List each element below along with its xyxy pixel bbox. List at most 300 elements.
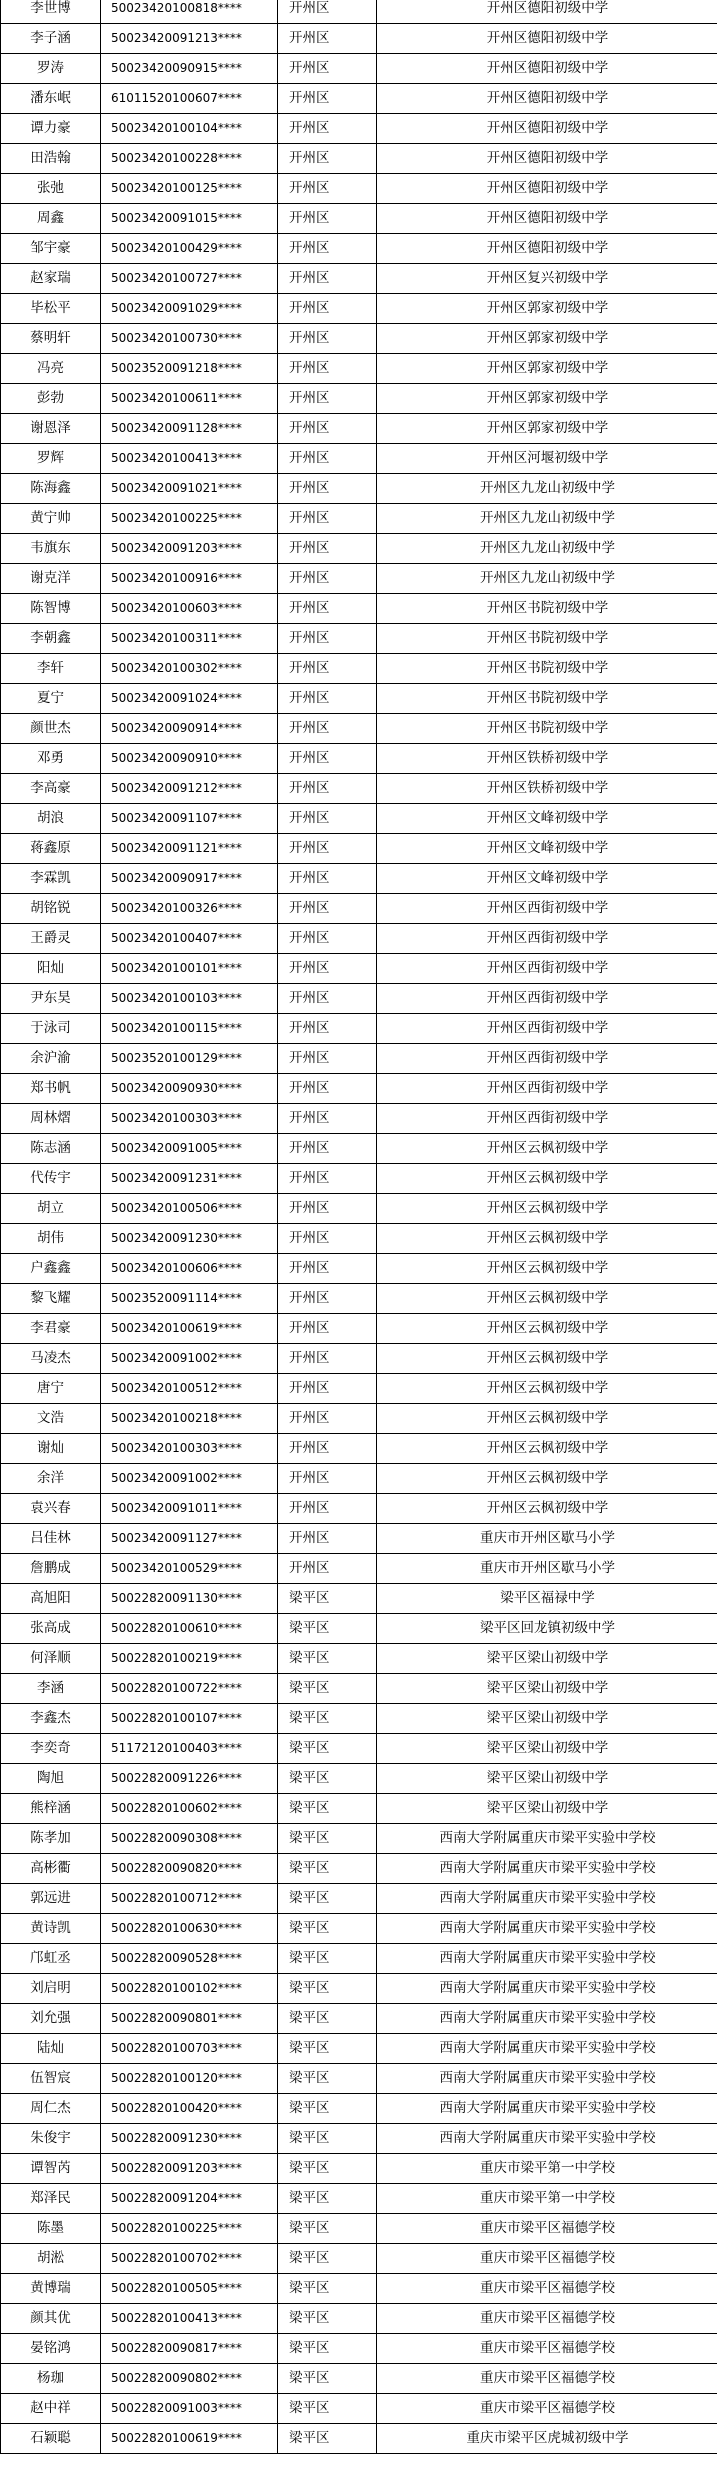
- student-name-cell: 赵中祥: [1, 2394, 101, 2424]
- id-number-cell: 50022820100120****: [101, 2064, 278, 2094]
- district-cell: 开州区: [278, 444, 377, 474]
- district-cell: 梁平区: [278, 1884, 377, 1914]
- table-row: [1, 474, 717, 504]
- school-cell: 开州区德阳初级中学: [377, 54, 717, 84]
- school-cell: 开州区铁桥初级中学: [377, 774, 717, 804]
- table-row: [1, 24, 717, 54]
- school-cell: 西南大学附属重庆市梁平实验中学校: [377, 1854, 717, 1884]
- school-cell: 梁平区梁山初级中学: [377, 1644, 717, 1674]
- student-name-cell: 高旭阳: [1, 1584, 101, 1614]
- id-number-cell: 50023420100730****: [101, 324, 278, 354]
- table-row: [1, 2304, 717, 2334]
- table-row: [1, 2244, 717, 2274]
- student-name-cell: 陈智博: [1, 594, 101, 624]
- student-name-cell: 詹鹏成: [1, 1554, 101, 1584]
- id-number-cell: 50022820100712****: [101, 1884, 278, 1914]
- id-number-cell: 50022820090801****: [101, 2004, 278, 2034]
- district-cell: 开州区: [278, 84, 377, 114]
- student-name-cell: 颜世杰: [1, 714, 101, 744]
- student-name-cell: 谢克洋: [1, 564, 101, 594]
- school-cell: 开州区云枫初级中学: [377, 1254, 717, 1284]
- student-name-cell: 王爵灵: [1, 924, 101, 954]
- district-cell: 梁平区: [278, 1734, 377, 1764]
- table-row: [1, 1764, 717, 1794]
- student-name-cell: 陆灿: [1, 2034, 101, 2064]
- student-name-cell: 李轩: [1, 654, 101, 684]
- district-cell: 开州区: [278, 594, 377, 624]
- district-cell: 开州区: [278, 144, 377, 174]
- id-number-cell: 50022820100602****: [101, 1794, 278, 1824]
- student-name-cell: 胡立: [1, 1194, 101, 1224]
- school-cell: 重庆市开州区歇马小学: [377, 1554, 717, 1584]
- school-cell: 开州区西街初级中学: [377, 1074, 717, 1104]
- id-number-cell: 50023420091015****: [101, 204, 278, 234]
- table-row: [1, 2064, 717, 2094]
- id-number-cell: 50023420100303****: [101, 1434, 278, 1464]
- student-name-cell: 蒋鑫原: [1, 834, 101, 864]
- school-cell: 开州区德阳初级中学: [377, 24, 717, 54]
- district-cell: 梁平区: [278, 2394, 377, 2424]
- id-number-cell: 50022820090820****: [101, 1854, 278, 1884]
- district-cell: 开州区: [278, 294, 377, 324]
- student-name-cell: 胡淞: [1, 2244, 101, 2274]
- table-row: [1, 1374, 717, 1404]
- student-name-cell: 黄宁帅: [1, 504, 101, 534]
- student-name-cell: 阳灿: [1, 954, 101, 984]
- district-cell: 梁平区: [278, 2424, 377, 2454]
- student-name-cell: 杨珈: [1, 2364, 101, 2394]
- id-number-cell: 50023420091213****: [101, 24, 278, 54]
- table-row: [1, 1194, 717, 1224]
- school-cell: 开州区云枫初级中学: [377, 1374, 717, 1404]
- district-cell: 梁平区: [278, 2064, 377, 2094]
- table-row: [1, 1554, 717, 1584]
- school-cell: 重庆市梁平区福德学校: [377, 2364, 717, 2394]
- school-cell: 开州区郭家初级中学: [377, 414, 717, 444]
- district-cell: 梁平区: [278, 2304, 377, 2334]
- student-name-cell: 李君豪: [1, 1314, 101, 1344]
- student-name-cell: 谢恩泽: [1, 414, 101, 444]
- id-number-cell: 50023420100619****: [101, 1314, 278, 1344]
- school-cell: 开州区书院初级中学: [377, 714, 717, 744]
- school-cell: 开州区云枫初级中学: [377, 1494, 717, 1524]
- id-number-cell: 50023420100603****: [101, 594, 278, 624]
- district-cell: 梁平区: [278, 1794, 377, 1824]
- table-row: [1, 2274, 717, 2304]
- table-row: [1, 2094, 717, 2124]
- student-name-cell: 伍智宸: [1, 2064, 101, 2094]
- school-cell: 开州区云枫初级中学: [377, 1404, 717, 1434]
- table-row: [1, 2334, 717, 2364]
- student-name-cell: 谭智芮: [1, 2154, 101, 2184]
- table-row: [1, 1014, 717, 1044]
- id-number-cell: 50023420091024****: [101, 684, 278, 714]
- table-row: [1, 1224, 717, 1254]
- school-cell: 开州区西街初级中学: [377, 894, 717, 924]
- district-cell: 开州区: [278, 714, 377, 744]
- student-name-cell: 李子涵: [1, 24, 101, 54]
- school-cell: 开州区文峰初级中学: [377, 834, 717, 864]
- table-row: [1, 894, 717, 924]
- id-number-cell: 50023420100529****: [101, 1554, 278, 1584]
- table-row: [1, 1464, 717, 1494]
- school-cell: 开州区九龙山初级中学: [377, 534, 717, 564]
- district-cell: 开州区: [278, 1224, 377, 1254]
- id-number-cell: 50023420100302****: [101, 654, 278, 684]
- id-number-cell: 50022820091226****: [101, 1764, 278, 1794]
- district-cell: 梁平区: [278, 2124, 377, 2154]
- district-cell: 开州区: [278, 954, 377, 984]
- student-name-cell: 高彬衢: [1, 1854, 101, 1884]
- student-name-cell: 黄博瑞: [1, 2274, 101, 2304]
- student-name-cell: 张弛: [1, 174, 101, 204]
- id-number-cell: 50023420100326****: [101, 894, 278, 924]
- id-number-cell: 50023420091005****: [101, 1134, 278, 1164]
- school-cell: 梁平区梁山初级中学: [377, 1674, 717, 1704]
- district-cell: 开州区: [278, 0, 377, 24]
- district-cell: 梁平区: [278, 1704, 377, 1734]
- school-cell: 西南大学附属重庆市梁平实验中学校: [377, 1824, 717, 1854]
- table-row: [1, 2184, 717, 2214]
- district-cell: 开州区: [278, 264, 377, 294]
- table-row: [1, 594, 717, 624]
- id-number-cell: 50023420100225****: [101, 504, 278, 534]
- district-cell: 梁平区: [278, 2214, 377, 2244]
- table-row: [1, 1644, 717, 1674]
- table-row: [1, 1134, 717, 1164]
- district-cell: 梁平区: [278, 1854, 377, 1884]
- table-row: [1, 1914, 717, 1944]
- district-cell: 开州区: [278, 654, 377, 684]
- school-cell: 开州区河堰初级中学: [377, 444, 717, 474]
- student-name-cell: 冯亮: [1, 354, 101, 384]
- id-number-cell: 50023420100311****: [101, 624, 278, 654]
- table-row: [1, 2004, 717, 2034]
- id-number-cell: 50023420090930****: [101, 1074, 278, 1104]
- student-name-cell: 袁兴春: [1, 1494, 101, 1524]
- id-number-cell: 50022820100630****: [101, 1914, 278, 1944]
- table-row: [1, 174, 717, 204]
- table-row: [1, 2424, 717, 2454]
- id-number-cell: 50023420091021****: [101, 474, 278, 504]
- school-cell: 开州区郭家初级中学: [377, 324, 717, 354]
- student-name-cell: 赵家瑞: [1, 264, 101, 294]
- student-name-cell: 黄诗凯: [1, 1914, 101, 1944]
- table-row: [1, 2124, 717, 2154]
- table-row: [1, 1494, 717, 1524]
- student-name-cell: 邝虹丞: [1, 1944, 101, 1974]
- table-row: [1, 1974, 717, 2004]
- school-cell: 西南大学附属重庆市梁平实验中学校: [377, 2034, 717, 2064]
- table-row: [1, 1164, 717, 1194]
- student-name-cell: 石颖聪: [1, 2424, 101, 2454]
- table-row: [1, 1074, 717, 1104]
- student-name-cell: 刘允强: [1, 2004, 101, 2034]
- student-name-cell: 胡浪: [1, 804, 101, 834]
- table-row: [1, 1104, 717, 1134]
- id-number-cell: 50023420091121****: [101, 834, 278, 864]
- student-name-cell: 唐宁: [1, 1374, 101, 1404]
- id-number-cell: 50022820100619****: [101, 2424, 278, 2454]
- student-name-cell: 毕松平: [1, 294, 101, 324]
- student-name-cell: 余洋: [1, 1464, 101, 1494]
- student-name-cell: 李鑫杰: [1, 1704, 101, 1734]
- id-number-cell: 50023420100727****: [101, 264, 278, 294]
- id-number-cell: 50022820091204****: [101, 2184, 278, 2214]
- id-number-cell: 50023420090910****: [101, 744, 278, 774]
- school-cell: 开州区云枫初级中学: [377, 1284, 717, 1314]
- district-cell: 开州区: [278, 1524, 377, 1554]
- table-row: [1, 1434, 717, 1464]
- student-name-cell: 熊梓涵: [1, 1794, 101, 1824]
- id-number-cell: 50022820090308****: [101, 1824, 278, 1854]
- table-row: [1, 0, 717, 24]
- school-cell: 梁平区梁山初级中学: [377, 1764, 717, 1794]
- district-cell: 开州区: [278, 894, 377, 924]
- school-cell: 开州区九龙山初级中学: [377, 474, 717, 504]
- id-number-cell: 50023420091212****: [101, 774, 278, 804]
- student-name-cell: 李涵: [1, 1674, 101, 1704]
- school-cell: 开州区云枫初级中学: [377, 1224, 717, 1254]
- student-name-cell: 潘东岷: [1, 84, 101, 114]
- id-number-cell: 50023420100125****: [101, 174, 278, 204]
- school-cell: 西南大学附属重庆市梁平实验中学校: [377, 2094, 717, 2124]
- district-cell: 梁平区: [278, 2034, 377, 2064]
- table-row: [1, 1404, 717, 1434]
- school-cell: 开州区郭家初级中学: [377, 294, 717, 324]
- school-cell: 开州区西街初级中学: [377, 1044, 717, 1074]
- id-number-cell: 50023420100429****: [101, 234, 278, 264]
- school-cell: 开州区九龙山初级中学: [377, 504, 717, 534]
- school-cell: 西南大学附属重庆市梁平实验中学校: [377, 1914, 717, 1944]
- id-number-cell: 50022820091230****: [101, 2124, 278, 2154]
- table-row: [1, 684, 717, 714]
- district-cell: 开州区: [278, 204, 377, 234]
- id-number-cell: 50022820100107****: [101, 1704, 278, 1734]
- student-name-cell: 尹东昊: [1, 984, 101, 1014]
- id-number-cell: 50023420091231****: [101, 1164, 278, 1194]
- district-cell: 开州区: [278, 684, 377, 714]
- table-row: [1, 444, 717, 474]
- school-cell: 重庆市梁平区虎城初级中学: [377, 2424, 717, 2454]
- table-row: [1, 834, 717, 864]
- district-cell: 开州区: [278, 1104, 377, 1134]
- district-cell: 梁平区: [278, 1824, 377, 1854]
- id-number-cell: 50023420091230****: [101, 1224, 278, 1254]
- school-cell: 开州区文峰初级中学: [377, 804, 717, 834]
- school-cell: 开州区云枫初级中学: [377, 1164, 717, 1194]
- student-name-cell: 余沪渝: [1, 1044, 101, 1074]
- school-cell: 开州区云枫初级中学: [377, 1314, 717, 1344]
- district-cell: 开州区: [278, 1194, 377, 1224]
- table-row: [1, 534, 717, 564]
- id-number-cell: 50022820100610****: [101, 1614, 278, 1644]
- id-number-cell: 50023420100103****: [101, 984, 278, 1014]
- district-cell: 开州区: [278, 1344, 377, 1374]
- district-cell: 梁平区: [278, 2364, 377, 2394]
- school-cell: 开州区九龙山初级中学: [377, 564, 717, 594]
- school-cell: 梁平区梁山初级中学: [377, 1794, 717, 1824]
- id-number-cell: 50023420100228****: [101, 144, 278, 174]
- id-number-cell: 50023420091203****: [101, 534, 278, 564]
- table-row: [1, 84, 717, 114]
- student-name-cell: 陈志涵: [1, 1134, 101, 1164]
- school-cell: 西南大学附属重庆市梁平实验中学校: [377, 2124, 717, 2154]
- table-row: [1, 114, 717, 144]
- table-row: [1, 804, 717, 834]
- student-name-cell: 邹宇豪: [1, 234, 101, 264]
- id-number-cell: 50023420091002****: [101, 1464, 278, 1494]
- table-row: [1, 1824, 717, 1854]
- table-row: [1, 714, 717, 744]
- id-number-cell: 50023420091107****: [101, 804, 278, 834]
- school-cell: 重庆市梁平区福德学校: [377, 2214, 717, 2244]
- district-cell: 开州区: [278, 324, 377, 354]
- student-name-cell: 韦旗东: [1, 534, 101, 564]
- school-cell: 开州区西街初级中学: [377, 954, 717, 984]
- student-name-cell: 于泳司: [1, 1014, 101, 1044]
- school-cell: 开州区德阳初级中学: [377, 144, 717, 174]
- school-cell: 开州区复兴初级中学: [377, 264, 717, 294]
- table-row: [1, 774, 717, 804]
- school-cell: 开州区西街初级中学: [377, 984, 717, 1014]
- table-row: [1, 1284, 717, 1314]
- district-cell: 开州区: [278, 1374, 377, 1404]
- table-row: [1, 384, 717, 414]
- district-cell: 开州区: [278, 804, 377, 834]
- table-row: [1, 1704, 717, 1734]
- student-name-cell: 李世博: [1, 0, 101, 24]
- student-name-cell: 陶旭: [1, 1764, 101, 1794]
- school-cell: 西南大学附属重庆市梁平实验中学校: [377, 1884, 717, 1914]
- id-number-cell: 50023420100506****: [101, 1194, 278, 1224]
- table-row: [1, 1794, 717, 1824]
- district-cell: 开州区: [278, 1464, 377, 1494]
- school-cell: 西南大学附属重庆市梁平实验中学校: [377, 2064, 717, 2094]
- student-name-cell: 周鑫: [1, 204, 101, 234]
- school-cell: 开州区文峰初级中学: [377, 864, 717, 894]
- district-cell: 开州区: [278, 984, 377, 1014]
- school-cell: 重庆市梁平第一中学校: [377, 2154, 717, 2184]
- district-cell: 梁平区: [278, 2094, 377, 2124]
- student-name-cell: 郑书帆: [1, 1074, 101, 1104]
- id-number-cell: 50023520100129****: [101, 1044, 278, 1074]
- student-name-cell: 胡伟: [1, 1224, 101, 1254]
- student-name-cell: 周仁杰: [1, 2094, 101, 2124]
- school-cell: 开州区德阳初级中学: [377, 174, 717, 204]
- district-cell: 开州区: [278, 1494, 377, 1524]
- school-cell: 开州区德阳初级中学: [377, 0, 717, 24]
- district-cell: 梁平区: [278, 2244, 377, 2274]
- table-row: [1, 1524, 717, 1554]
- student-name-cell: 刘启明: [1, 1974, 101, 2004]
- table-row: [1, 2154, 717, 2184]
- student-name-cell: 何泽顺: [1, 1644, 101, 1674]
- district-cell: 开州区: [278, 234, 377, 264]
- district-cell: 开州区: [278, 1554, 377, 1584]
- district-cell: 梁平区: [278, 1614, 377, 1644]
- student-name-cell: 谢灿: [1, 1434, 101, 1464]
- school-cell: 梁平区福禄中学: [377, 1584, 717, 1614]
- district-cell: 开州区: [278, 474, 377, 504]
- student-name-cell: 邓勇: [1, 744, 101, 774]
- student-name-cell: 代传宇: [1, 1164, 101, 1194]
- student-name-cell: 黎飞耀: [1, 1284, 101, 1314]
- id-number-cell: 50022820100225****: [101, 2214, 278, 2244]
- school-cell: 开州区云枫初级中学: [377, 1434, 717, 1464]
- table-row: [1, 744, 717, 774]
- district-cell: 开州区: [278, 504, 377, 534]
- student-name-cell: 晏铭鸿: [1, 2334, 101, 2364]
- district-cell: 开州区: [278, 774, 377, 804]
- id-number-cell: 50023420090915****: [101, 54, 278, 84]
- id-number-cell: 50023420100916****: [101, 564, 278, 594]
- table-row: [1, 1854, 717, 1884]
- table-row: [1, 504, 717, 534]
- table-row: [1, 564, 717, 594]
- district-cell: 梁平区: [278, 1914, 377, 1944]
- district-cell: 开州区: [278, 924, 377, 954]
- id-number-cell: 50022820091130****: [101, 1584, 278, 1614]
- district-cell: 开州区: [278, 864, 377, 894]
- student-name-cell: 陈海鑫: [1, 474, 101, 504]
- district-cell: 梁平区: [278, 1974, 377, 2004]
- student-name-cell: 张高成: [1, 1614, 101, 1644]
- student-name-cell: 蔡明轩: [1, 324, 101, 354]
- id-number-cell: 50023420091128****: [101, 414, 278, 444]
- district-cell: 开州区: [278, 744, 377, 774]
- school-cell: 重庆市梁平区福德学校: [377, 2244, 717, 2274]
- school-cell: 开州区云枫初级中学: [377, 1134, 717, 1164]
- district-cell: 开州区: [278, 1254, 377, 1284]
- school-cell: 梁平区梁山初级中学: [377, 1704, 717, 1734]
- district-cell: 开州区: [278, 1314, 377, 1344]
- table-row: [1, 204, 717, 234]
- district-cell: 梁平区: [278, 1944, 377, 1974]
- school-cell: 开州区铁桥初级中学: [377, 744, 717, 774]
- school-cell: 开州区书院初级中学: [377, 684, 717, 714]
- student-name-cell: 陈墨: [1, 2214, 101, 2244]
- table-row: [1, 954, 717, 984]
- id-number-cell: 50023520091218****: [101, 354, 278, 384]
- id-number-cell: 50023420090917****: [101, 864, 278, 894]
- district-cell: 开州区: [278, 564, 377, 594]
- school-cell: 开州区云枫初级中学: [377, 1194, 717, 1224]
- student-name-cell: 马凌杰: [1, 1344, 101, 1374]
- table-row: [1, 624, 717, 654]
- id-number-cell: 50022820100703****: [101, 2034, 278, 2064]
- table-row: [1, 1044, 717, 1074]
- table-row: [1, 984, 717, 1014]
- district-cell: 开州区: [278, 534, 377, 564]
- id-number-cell: 50023420100218****: [101, 1404, 278, 1434]
- student-name-cell: 朱俊宇: [1, 2124, 101, 2154]
- student-name-cell: 李朝鑫: [1, 624, 101, 654]
- school-cell: 开州区西街初级中学: [377, 1014, 717, 1044]
- school-cell: 开州区书院初级中学: [377, 594, 717, 624]
- school-cell: 重庆市梁平区福德学校: [377, 2334, 717, 2364]
- table-row: [1, 1254, 717, 1284]
- student-name-cell: 郑泽民: [1, 2184, 101, 2214]
- table-row: [1, 144, 717, 174]
- table-row: [1, 264, 717, 294]
- district-cell: 梁平区: [278, 1584, 377, 1614]
- table-row: [1, 1734, 717, 1764]
- school-cell: 开州区西街初级中学: [377, 924, 717, 954]
- district-cell: 开州区: [278, 834, 377, 864]
- id-number-cell: 50022820090528****: [101, 1944, 278, 1974]
- id-number-cell: 50023420091002****: [101, 1344, 278, 1374]
